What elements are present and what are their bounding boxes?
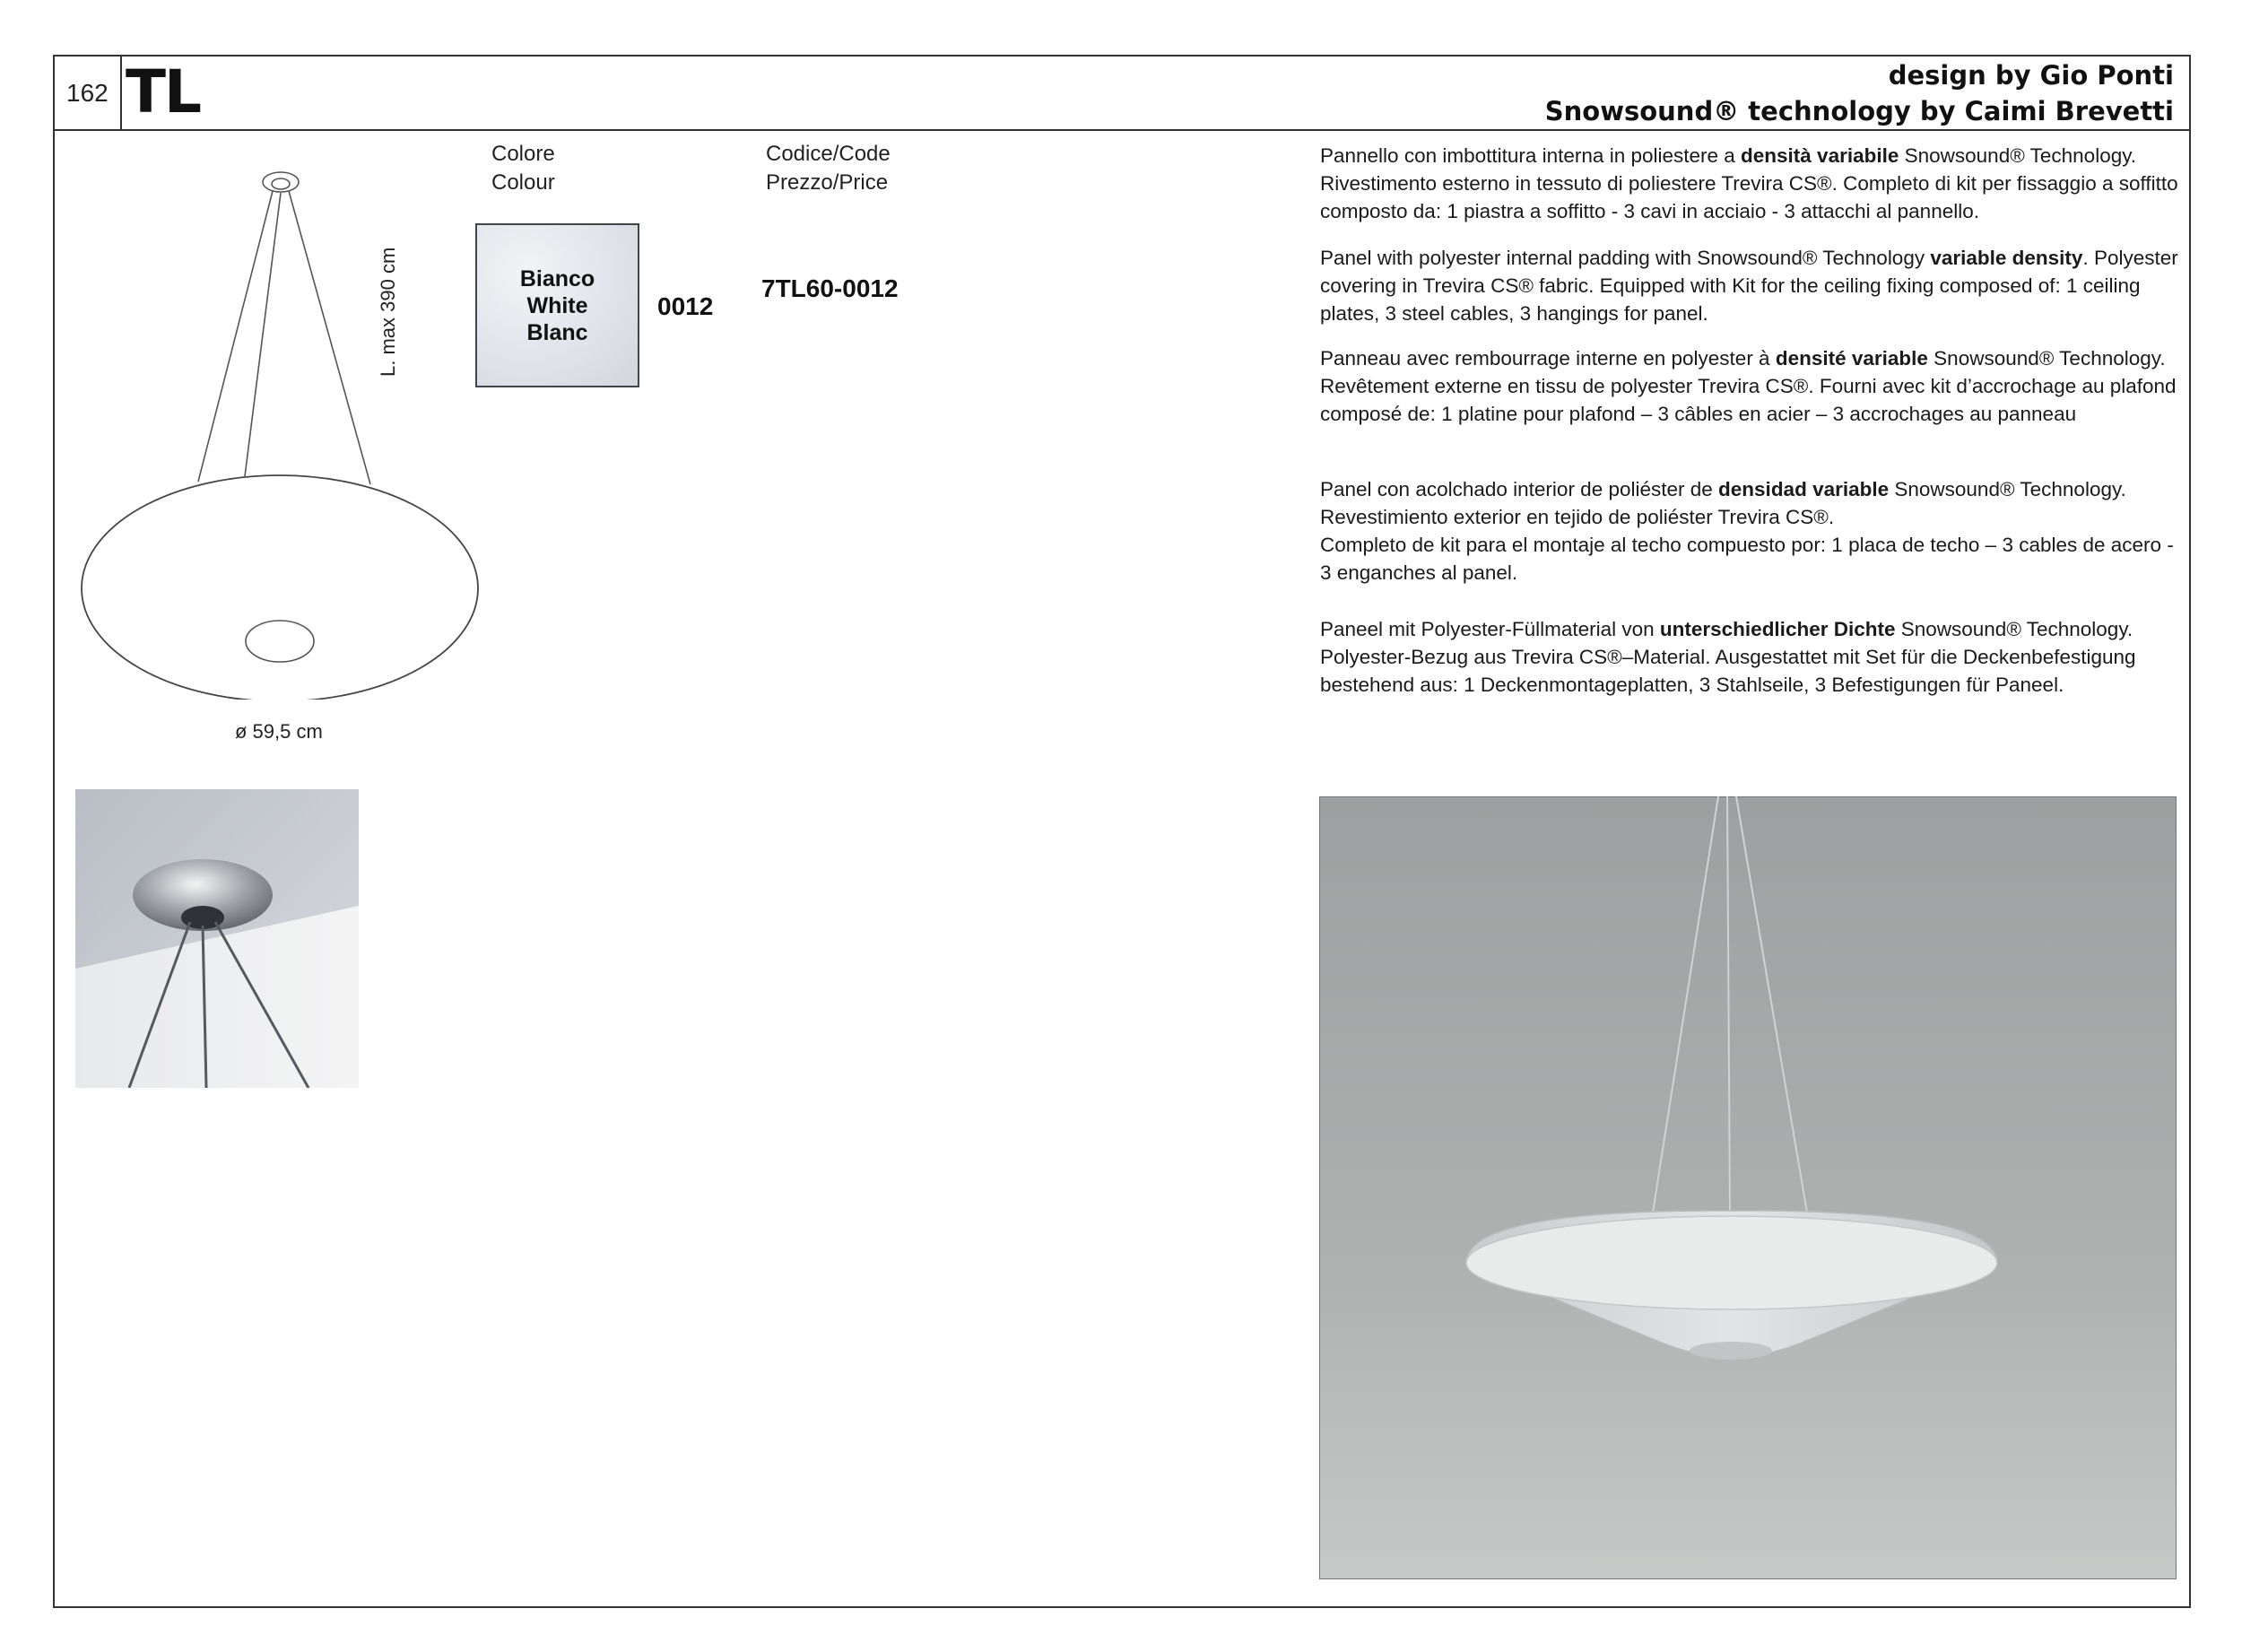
cable-right	[289, 191, 370, 484]
price-label: Prezzo/Price	[766, 170, 889, 195]
colour-name-fr: Blanc	[526, 319, 588, 345]
code-label: Codice/Code	[766, 142, 891, 166]
colour-name-en: White	[526, 292, 588, 318]
product-code: 7TL60-0012	[761, 274, 899, 302]
colour-swatch-white	[475, 223, 639, 387]
product-photo	[1319, 796, 2177, 1579]
page-number: 162	[66, 79, 109, 107]
description-spanish: Panel con acolchado interior de poliéster de densidad variable Snowsound® Technology. Revestimiento exterior en tejido de poliéster Trevira CS®. Completo de kit para el montaje al techo compuesto por: 1 placa de techo – 3 cables de acero - 3 enganches al panel.	[1320, 478, 2174, 584]
ceiling-plate-detail-photo	[75, 789, 359, 1088]
description-french: Panneau avec rembourrage interne en polyester à densité variable Snowsound® Technology. Revêtement externe en tissu de polyester Trevira CS®. Fourni avec kit d’accrochage au plafond composé de: 1 platine pour plafond – 3 câbles en acier – 3 accrochages au panneau	[1320, 347, 2177, 425]
panel-center-ring	[246, 621, 314, 662]
page-number-divider	[120, 55, 122, 131]
description-italian: Pannello con imbottitura interna in poliestere a densità variabile Snowsound® Technology. Rivestimento esterno in tessuto di poliestere Trevira CS®. Completo di kit per fissaggio a soffitto composto da: 1 piastra a soffitto - 3 cavi in acciaio - 3 attacchi al pannello.	[1320, 144, 2178, 222]
colour-label-en: Colour	[491, 170, 555, 195]
design-credits	[1545, 57, 2174, 129]
series-title: TL	[126, 57, 201, 126]
panel-outline	[82, 475, 478, 700]
description-english: Panel with polyester internal padding with Snowsound® Technology variable density. Polyester covering in Trevira CS® fabric. Equipped with Kit for the ceiling fixing composed of: 1 ceiling plates, 3 steel cables, 3 hangings for panel.	[1320, 247, 2178, 325]
designer-credit: design by Gio Ponti	[1888, 60, 2174, 91]
colour-code: 0012	[657, 292, 714, 320]
technology-credit: Snowsound® technology by Caimi Brevetti	[1544, 96, 2174, 126]
ceiling-plate-inner	[272, 178, 290, 189]
colour-name-it: Bianco	[519, 265, 595, 291]
length-dimension-label: L. max 390 cm	[377, 247, 399, 377]
code-column-header	[766, 140, 891, 197]
technical-drawing	[72, 161, 502, 700]
header-divider	[53, 129, 2191, 131]
colour-label-it: Colore	[491, 142, 555, 166]
colour-column-header	[491, 140, 555, 197]
description-german: Paneel mit Polyester-Füllmaterial von unterschiedlicher Dichte Snowsound® Technology. Polyester-Bezug aus Trevira CS®–Material. Ausgestattet mit Set für die Deckenbefestigung bestehend aus: 1 Deckenmontageplatten, 3 Stahlseile, 3 Befestigungen für Paneel.	[1320, 618, 2136, 696]
cable-middle	[245, 193, 281, 476]
cable-left	[198, 191, 273, 482]
diameter-dimension-label: ø 59,5 cm	[235, 720, 323, 743]
